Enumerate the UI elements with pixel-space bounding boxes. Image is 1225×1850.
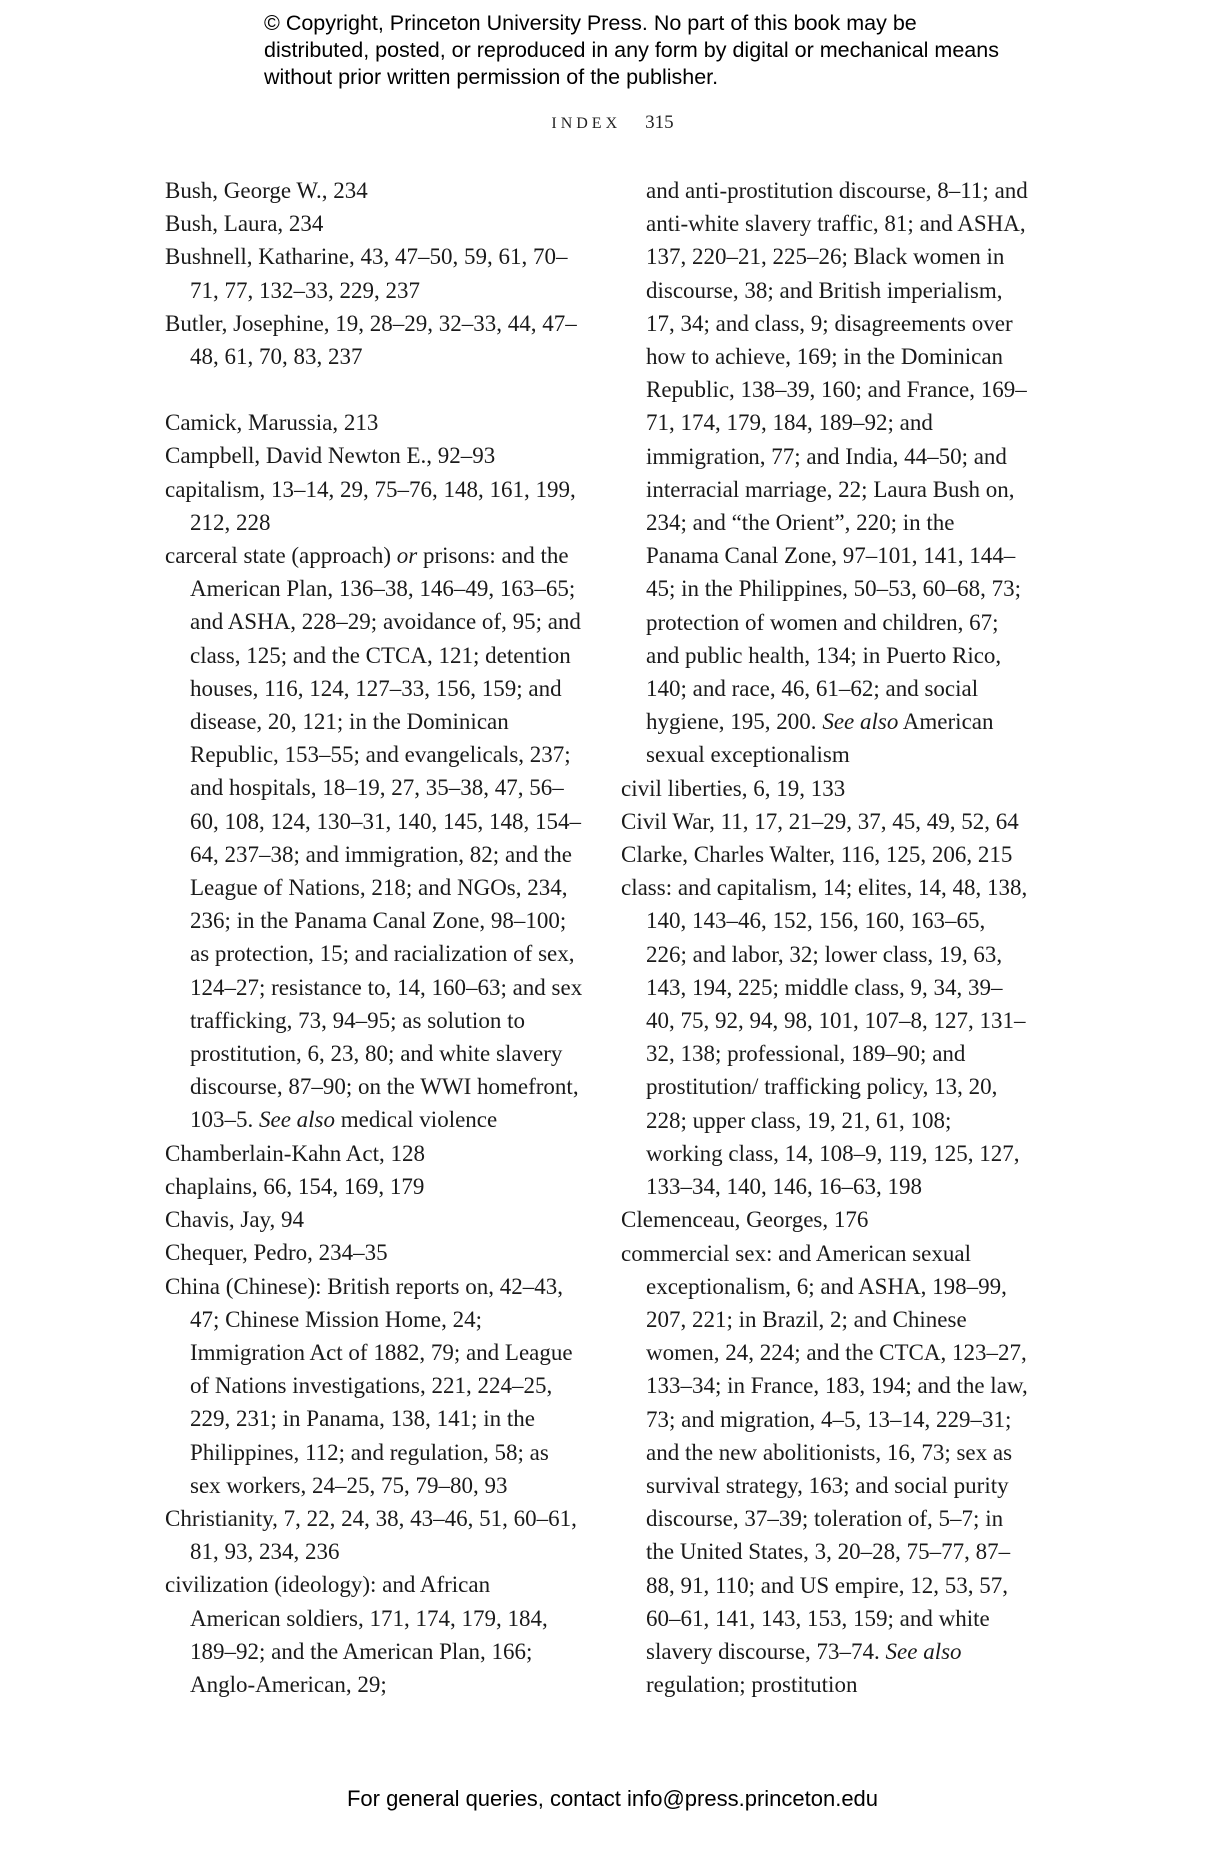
index-entry: Chequer, Pedro, 234–35 (165, 1240, 388, 1266)
index-entry: Bush, Laura, 234 (165, 211, 324, 237)
index-entry-continuation (621, 174, 1031, 772)
footer-contact: For general queries, contact info@press.princeton.edu (346, 1786, 879, 1811)
see-also-text: medical violence (335, 1107, 498, 1133)
index-entry: China (Chinese): British reports on, 42–43, 47; Chinese Mission Home, 24; Immigration Act of 1882, 79; and League of Nations investigations, 221, 224–25, 229, 231; in Panama, 138, 141; in the Philippines, 112; and regulation, 58; as sex workers, 24–25, 75, 79–80, 93 (165, 1273, 573, 1498)
see-also-text: regulation; prostitution (646, 1672, 858, 1698)
index-column-left (165, 174, 585, 1701)
index-entry: Clarke, Charles Walter, 116, 125, 206, 215 (621, 842, 1013, 868)
index-entry: Christianity, 7, 22, 24, 38, 43–46, 51, 60–61, 81, 93, 234, 236 (165, 1505, 577, 1565)
index-entry: Chavis, Jay, 94 (165, 1207, 305, 1233)
index-entry: Civil War, 11, 17, 21–29, 37, 45, 49, 52, 64 (621, 808, 1019, 834)
index-entry: capitalism, 13–14, 29, 75–76, 148, 161, 199, 212, 228 (165, 476, 576, 535)
index-entry: Bushnell, Katharine, 43, 47–50, 59, 61, 70–71, 77, 132–33, 229, 237 (165, 244, 568, 303)
index-entry: Butler, Josephine, 19, 28–29, 32–33, 44, 47–48, 61, 70, 83, 237 (165, 310, 577, 370)
running-head-label: INDEX (551, 115, 622, 132)
entry-text: carceral state (approach) (165, 543, 397, 569)
index-entry: chaplains, 66, 154, 169, 179 (165, 1173, 425, 1199)
entry-italic: or (396, 543, 418, 569)
see-also-label: See also (259, 1107, 336, 1133)
index-entry: civilization (ideology): and African American soldiers, 171, 174, 179, 184, 189–92; and the American Plan, 166; Anglo-American, 29; (165, 1572, 548, 1697)
page-number: 315 (645, 112, 674, 133)
index-entry: civil liberties, 6, 19, 133 (621, 775, 846, 801)
entry-text: and anti-prostitution discourse, 8–11; and anti-white slavery traffic, 81; and ASHA, 137, 220–21, 225–26; Black women in discourse, 38; and British imperialism, 17, 34; and class, 9; disagreements over how to achieve, 169; in the Dominican Republic, 138–39, 160; and France, 169–71, 174, 179, 184, 189–92; and immigration, 77; and India, 44–50; and interracial marriage, 22; Laura Bush on, 234; and “the Orient”, 220; in the Panama Canal Zone, 97–101, 141, 144–45; in the Philippines, 50–53, 60–68, 73; protection of women and children, 67; and public health, 134; in Puerto Rico, 140; and race, 46, 61–62; and social hygiene, 195, 200. (646, 178, 1028, 735)
see-also-label: See also (822, 709, 899, 735)
index-entry: class: and capitalism, 14; elites, 14, 48, 138, 140, 143–46, 152, 156, 160, 163–65, 226; and labor, 32; lower class, 19, 63, 143, 194, 225; middle class, 9, 34, 39–40, 75, 92, 94, 98, 101, 107–8, 127, 131–32, 138; professional, 189–90; and prostitution/ trafficking policy, 13, 20, 228; upper class, 19, 21, 61, 108; working class, 14, 108–9, 119, 125, 127, 133–34, 140, 146, 16–63, 198 (621, 875, 1028, 1200)
running-head (0, 112, 1225, 134)
copyright-notice: © Copyright, Princeton University Press. No part of this book may be distributed, posted, or reproduced in any form by digital or mechanical means without prior written permission of the publisher. (264, 11, 999, 89)
entry-text: prisons: and the American Plan, 136–38, 146–49, 163–65; and ASHA, 228–29; avoidance of, 95; and class, 125; and the CTCA, 121; detention houses, 116, 124, 127–33, 156, 159; and disease, 20, 121; in the Dominican Republic, 153–55; and evangelicals, 237; and hospitals, 18–19, 27, 35–38, 47, 56–60, 108, 124, 130–31, 140, 145, 148, 154–64, 237–38; and immigration, 82; and the League of Nations, 218; and NGOs, 234, 236; in the Panama Canal Zone, 98–100; as protection, 15; and racialization of sex, 124–27; resistance to, 14, 160–63; and sex trafficking, 73, 94–95; as solution to prostitution, 6, 23, 80; and white slavery discourse, 87–90; on the WWI homefront, 103–5. (190, 543, 583, 1133)
index-entry: Bush, George W., 234 (165, 178, 368, 203)
index-entry: Campbell, David Newton E., 92–93 (165, 443, 496, 469)
see-also-text: American sexual exceptionalism (646, 709, 994, 768)
see-also-label: See also (885, 1638, 962, 1664)
entry-text: commercial sex: and American sexual exceptionalism, 6; and ASHA, 198–99, 207, 221; in Brazil, 2; and Chinese women, 24, 224; and the CTCA, 123–27, 133–34; in France, 183, 194; and the law, 73; and migration, 4–5, 13–14, 229–31; and the new abolitionists, 16, 73; sex as survival strategy, 163; and social purity discourse, 37–39; toleration of, 5–7; in the United States, 3, 20–28, 75–77, 87–88, 91, 110; and US empire, 12, 53, 57, 60–61, 141, 143, 153, 159; and white slavery discourse, 73–74. (621, 1240, 1028, 1664)
index-entry (621, 1237, 1031, 1702)
index-entry: Chamberlain-Kahn Act, 128 (165, 1140, 425, 1166)
index-column-right (621, 174, 1031, 1701)
index-entry: Camick, Marussia, 213 (165, 410, 379, 436)
index-entry: Clemenceau, Georges, 176 (621, 1207, 869, 1233)
index-entry (165, 539, 585, 1137)
